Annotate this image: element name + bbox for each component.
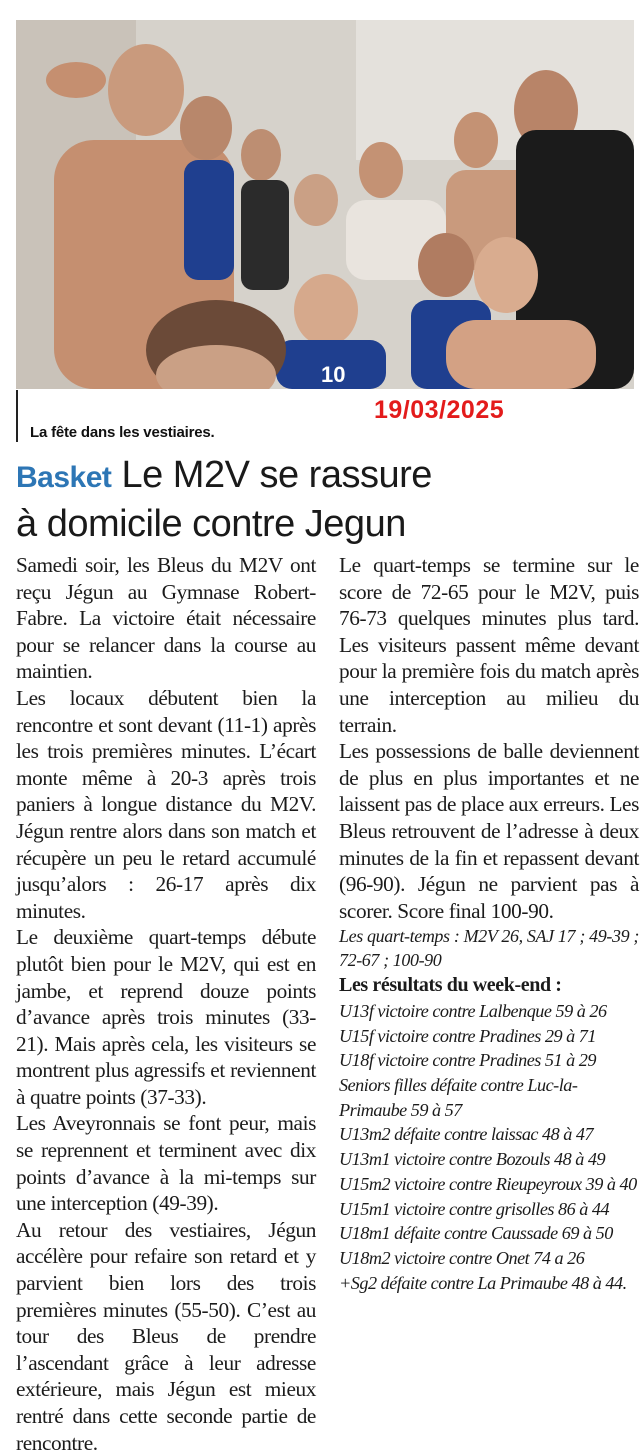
headline-title-line2: à domicile contre Jegun [16,503,406,545]
result-item: U13m2 défaite contre laissac 48 à 47 [339,1124,594,1145]
article-column-right [339,552,639,1295]
result-item: U15f victoire contre Pradines 29 à 71 [339,1025,596,1046]
photo-caption: La fête dans les vestiaires. [30,424,215,441]
result-item: +Sg2 défaite contre La Primaube 48 à 44. [339,1272,627,1293]
result-item: Seniors filles défaite contre Luc-la-Primaube 59 à 57 [339,1075,578,1120]
paragraph: Le quart-temps se termine sur le score de 72-65 pour le M2V, puis 76-73 quelques minutes plus tard. Les visiteurs passent même devant pour la première fois du match après une interception au milieu du terrain. [339,553,639,737]
headline-kicker: Basket [16,461,112,494]
paragraph: Les possessions de balle deviennent de plus en plus importantes et ne laissent pas de place aux erreurs. Les Bleus retrouvent de l’adresse à deux minutes de la fin et repassent devant (96-90). Jégun ne parvient pas à scorer. Score final 100-90. [339,739,639,923]
result-item: U13f victoire contre Lalbenque 59 à 26 [339,1000,607,1021]
paragraph: Les Aveyronnais se font peur, mais se reprennent et terminent avec dix points d’avance à la mi-temps sur une interception (49-39). [16,1111,316,1216]
team-celebration-photo-icon [16,20,634,389]
article-column-left [16,552,316,1456]
result-item: U18m2 victoire contre Onet 74 a 26 [339,1247,585,1268]
jersey-number: 10 [321,362,346,387]
result-item: U15m2 victoire contre Rieupeyroux 39 à 40 [339,1173,637,1194]
result-item: U13m1 victoire contre Bozouls 48 à 49 [339,1149,606,1170]
result-item: U18m1 défaite contre Caussade 69 à 50 [339,1223,613,1244]
headline-title-line1: Le M2V se rassure [121,454,432,496]
results-title: Les résultats du week-end : [339,974,562,997]
paragraph: Au retour des vestiaires, Jégun accélère pour refaire son retard et y parvient bien lors des trois premières minutes (55-50). C’est au tour des Bleus de prendre l’ascendant grâce à leur adresse extérieure, mais Jégun est mieux rentré dans cette seconde partie de rencontre. [16,1217,316,1455]
results-list [339,999,639,1295]
team-photo [16,20,634,389]
quarter-scores: Les quart-temps : M2V 26, SAJ 17 ; 49-39 ; 72-67 ; 100-90 [339,926,639,971]
date-stamp: 19/03/2025 [374,396,505,424]
result-item: U15m1 victoire contre grisolles 86 à 44 [339,1198,610,1219]
paragraph: Le deuxième quart-temps débute plutôt bien pour le M2V, qui est en jambe, et reprend douze points d’avance après trois minutes (33-21). Mais après cela, les visiteurs se montrent plus agressifs et reviennent à quatre points (37-33). [16,925,316,1109]
paragraph: Les locaux débutent bien la rencontre et sont devant (11-1) après les trois premières minutes. L’écart monte même à 20-3 après trois paniers à longue distance du M2V. Jégun rentre alors dans son match et récupère un peu le retard accumulé jusqu’alors : 26-17 après dix minutes. [16,685,316,923]
headline [16,452,636,547]
paragraph: Samedi soir, les Bleus du M2V ont reçu Jégun au Gymnase Robert-Fabre. La victoire était nécessaire pour se relancer dans la course au maintien. [16,553,316,684]
caption-rule [16,390,18,442]
result-item: U18f victoire contre Pradines 51 à 29 [339,1050,596,1071]
